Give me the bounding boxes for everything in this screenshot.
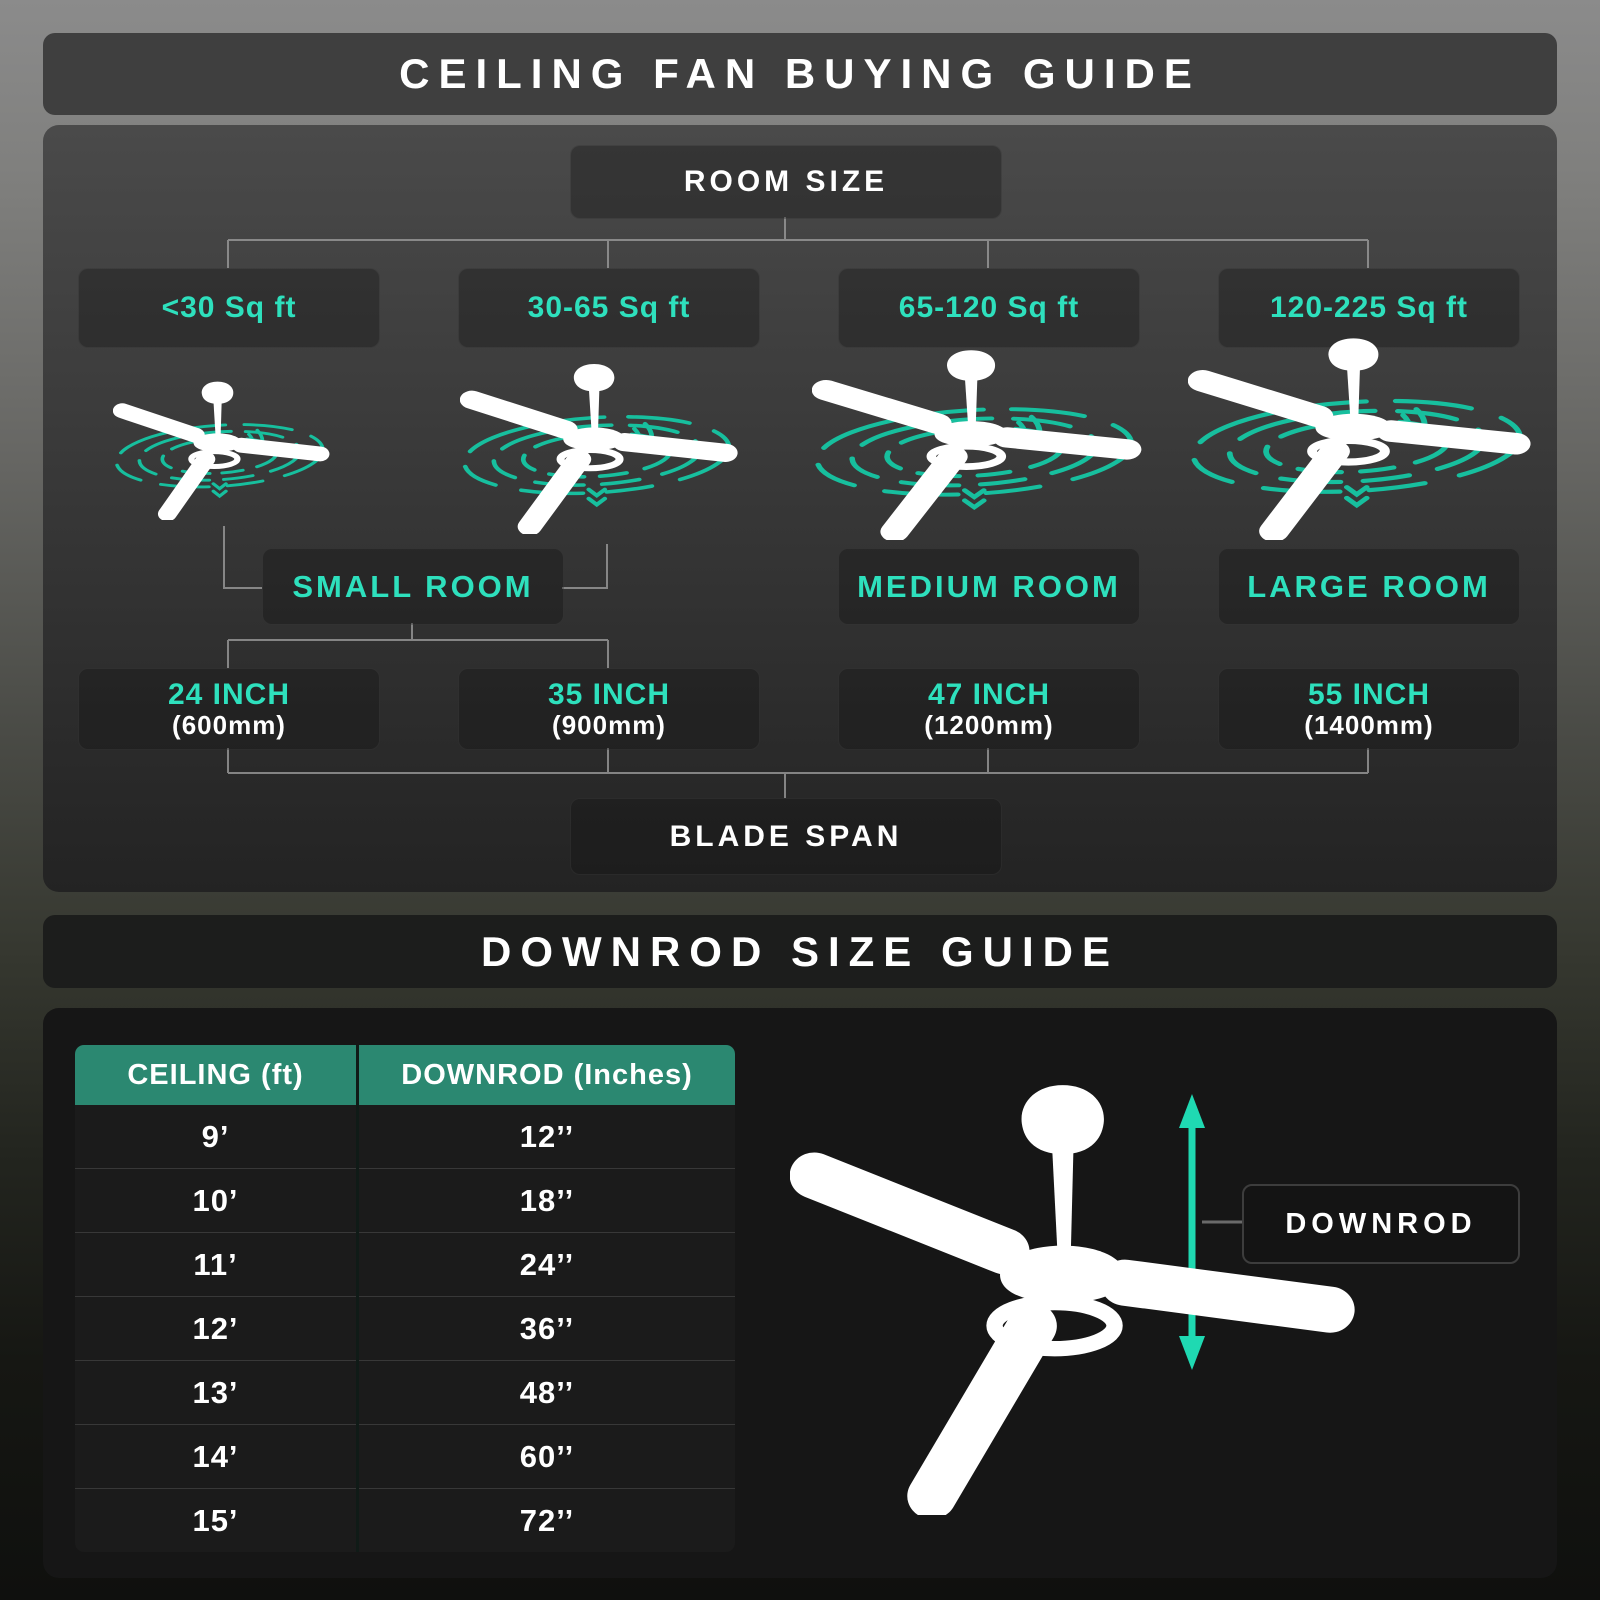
main-title-bar: [43, 33, 1557, 115]
ceiling-value: 14’: [75, 1425, 358, 1489]
downrod-label: [1242, 1184, 1520, 1264]
sqft-label-4: 120-225 Sq ft: [1269, 291, 1469, 324]
ceiling-value: 9’: [75, 1105, 358, 1169]
inch-label-4: 55 INCH: [1307, 677, 1431, 711]
downrod-column-header: DOWNROD (Inches): [358, 1045, 735, 1105]
inch-label-1: 24 INCH: [167, 677, 291, 711]
sqft-node-3: [838, 268, 1140, 348]
downrod-value: 24’’: [358, 1233, 735, 1297]
medium-room-node: [838, 548, 1140, 625]
sqft-node-1: [78, 268, 380, 348]
sqft-label-2: 30-65 Sq ft: [527, 291, 691, 324]
downrod-title-bar: [43, 915, 1557, 988]
ceiling-column-header: CEILING (ft): [75, 1045, 358, 1105]
downrod-fan-illustration: [790, 1080, 1390, 1515]
room-size-label: ROOM SIZE: [683, 165, 889, 198]
downrod-label-text: DOWNROD: [1285, 1207, 1477, 1240]
blade-size-node-1: [78, 668, 380, 750]
sqft-label-1: <30 Sq ft: [161, 291, 297, 324]
inch-label-2: 35 INCH: [547, 677, 671, 711]
ceiling-value: 13’: [75, 1361, 358, 1425]
downrod-value: 60’’: [358, 1425, 735, 1489]
main-title: CEILING FAN BUYING GUIDE: [399, 50, 1201, 97]
downrod-value: 48’’: [358, 1361, 735, 1425]
blade-size-node-4: [1218, 668, 1520, 750]
ceiling-value: 10’: [75, 1169, 358, 1233]
ceiling-value: 11’: [75, 1233, 358, 1297]
mm-label-2: (900mm): [552, 709, 666, 740]
table-row: [75, 1169, 735, 1233]
large-room-node: [1218, 548, 1520, 625]
blade-size-node-2: [458, 668, 760, 750]
table-row: [75, 1233, 735, 1297]
inch-label-3: 47 INCH: [927, 677, 1051, 711]
room-size-node: [570, 145, 1002, 219]
table-row: [75, 1297, 735, 1361]
downrod-value: 12’’: [358, 1105, 735, 1169]
table-row: [75, 1425, 735, 1489]
downrod-title: DOWNROD SIZE GUIDE: [480, 927, 1119, 975]
blade-span-node: [570, 798, 1002, 875]
small-fan-24-icon: [113, 380, 343, 520]
small-room-node: [262, 548, 564, 625]
table-row: [75, 1489, 735, 1553]
ceiling-value: 12’: [75, 1297, 358, 1361]
medium-room-label: MEDIUM ROOM: [857, 568, 1121, 604]
large-fan-icon: [1188, 336, 1552, 540]
downrod-value: 18’’: [358, 1169, 735, 1233]
blade-size-node-3: [838, 668, 1140, 750]
table-row: [75, 1105, 735, 1169]
medium-fan-icon: [812, 348, 1162, 540]
mm-label-1: (600mm): [172, 709, 286, 740]
small-fan-35-icon: [460, 362, 755, 534]
downrod-value: 36’’: [358, 1297, 735, 1361]
blade-span-label: BLADE SPAN: [669, 819, 903, 853]
table-header-row: [75, 1045, 735, 1105]
table-row: [75, 1361, 735, 1425]
mm-label-3: (1200mm): [924, 709, 1054, 740]
large-room-label: LARGE ROOM: [1247, 568, 1491, 604]
sqft-node-2: [458, 268, 760, 348]
mm-label-4: (1400mm): [1304, 709, 1434, 740]
sqft-label-3: 65-120 Sq ft: [898, 291, 1080, 324]
downrod-value: 72’’: [358, 1489, 735, 1553]
downrod-size-table: [75, 1045, 735, 1552]
ceiling-value: 15’: [75, 1489, 358, 1553]
small-room-label: SMALL ROOM: [292, 568, 534, 604]
